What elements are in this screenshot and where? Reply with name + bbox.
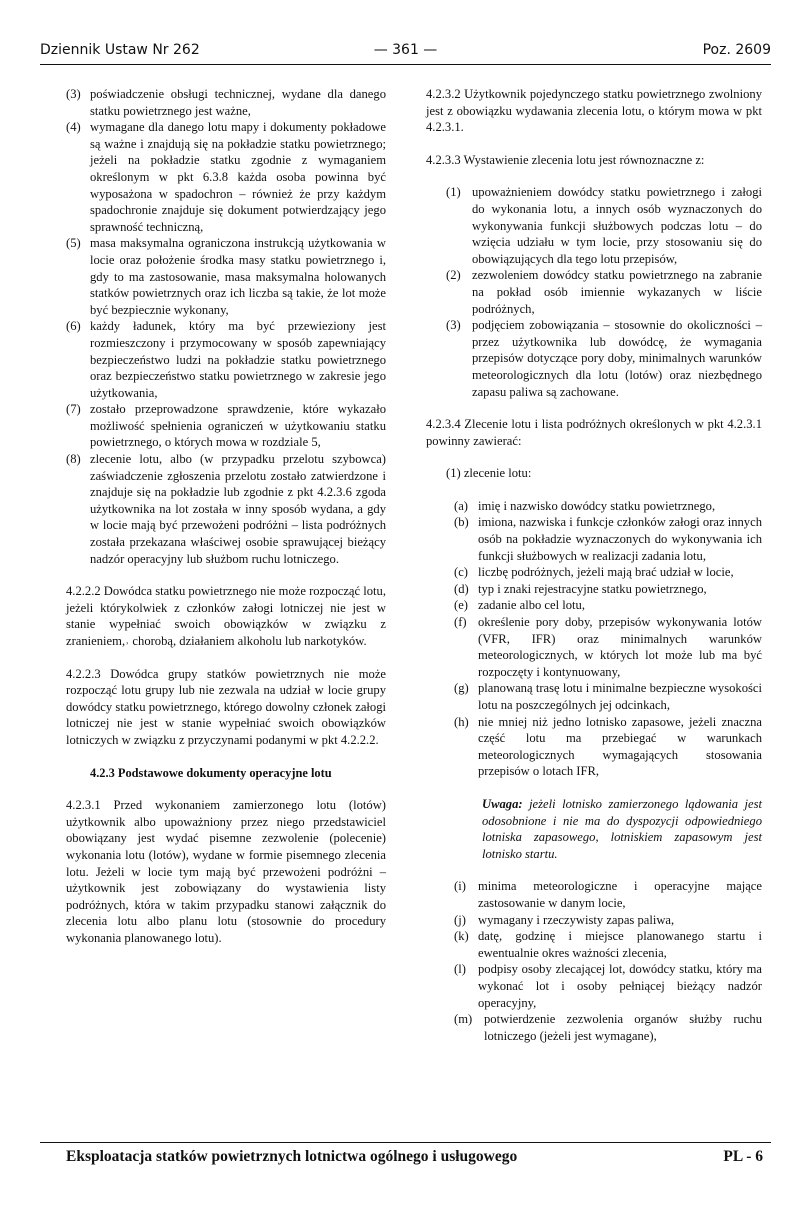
footer-title: Eksploatacja statków powietrznych lotnictwa ogólnego i usługowego bbox=[66, 1148, 518, 1165]
list-item: (3) poświadczenie obsługi technicznej, wydane dla danego statku powietrznego jest ważne, bbox=[66, 87, 386, 118]
list-item: (2) zezwoleniem dowódcy statku powietrznego na zabranie na pokład osób imiennie wykazanych w liście podróżnych, bbox=[446, 268, 762, 316]
list-item: (7) zostało przeprowadzone sprawdzenie, które wykazało możliwość spełnienia ograniczeń w użytkowaniu statku powietrznego, o których mowa w rozdziale 5, bbox=[66, 402, 386, 450]
list-item: (5) masa maksymalna ograniczona instrukcją użytkowania w locie oraz położenie środka masy statku powietrznego i, gdy to ma zastosowanie, masa maksymalna holowanych statków powietrznych oraz ich liczba są takie, że lot może być bezpiecznie wykonany, bbox=[66, 236, 386, 317]
list-item: (h) nie mniej niż jedno lotnisko zapasowe, jeżeli znaczna część lotu ma przebiegać w warunkach meteorologicznych wymagających stosowania przepisów o lotach IFR, bbox=[454, 714, 762, 779]
list-item: (i) minima meteorologiczne i operacyjne mające zastosowanie w danym locie, bbox=[454, 879, 762, 910]
list-item: (a) imię i nazwisko dowódcy statku powietrznego, bbox=[454, 498, 716, 513]
paragraph-4234: 4.2.3.4 Zlecenie lotu i lista podróżnych określonych w pkt 4.2.3.1 powinny zawierać: bbox=[426, 417, 762, 448]
list-item: (g) planowaną trasę lotu i minimalne bezpieczne wysokości lotu na poszczególnych jej odcinkach, bbox=[454, 681, 762, 712]
list-item: (f) określenie pory doby, przepisów wykonywania lotów (VFR, IFR) oraz minimalnych warunków meteorologicznych, w których lot może lub ma być rozpoczęty i kontynuowany, bbox=[454, 615, 762, 679]
paragraph-4233: 4.2.3.3 Wystawienie zlecenia lotu jest równoznaczne z: bbox=[426, 152, 705, 167]
page-number: — 361 — bbox=[373, 42, 438, 58]
note-label: Uwaga: bbox=[482, 796, 523, 811]
paragraph-4223: 4.2.2.3 Dowódca grupy statków powietrznych nie może rozpocząć lotu grupy lub nie zezwala na udział w locie grupy dowódcy statku powietrznego, którego dowolny członek załogi lotniczej nie jest w stanie wypełniać swoich obowiązków lotniczych w związku z przyczynami podanymi w pkt 4.2.2.2. bbox=[66, 666, 386, 747]
left-column bbox=[66, 86, 386, 947]
list-item: (8) zlecenie lotu, albo (w przypadku przelotu szybowca) zaświadczenie zgłoszenia przelotu zostało zatwierdzone i znajduje się na pokładzie lub zgodnie z pkt 4.2.3.6 zgoda użytkownika na lot została w inny sposób wydana, a gdy w locie mają być przewożeni podróżni – lista podróżnych została przekazana właściwej osobie sprawującej bieżący nadzór operacyjny lub służbom ruchu lotniczego. bbox=[66, 452, 386, 566]
list-item: (4) wymagane dla danego lotu mapy i dokumenty pokładowe są ważne i znajdują się na pokładzie statku powietrznego; jeżeli na pokładzie statku zgodnie z wymaganiem określonym w pkt 6.3.8 każda osoba powinna być wyposażona w spadochron – również że przy każdym spadochronie znajduje się dokument potwierdzający jego sprawność techniczną, bbox=[66, 120, 386, 234]
subheading-flight-order: (1) zlecenie lotu: bbox=[446, 466, 532, 481]
page-header bbox=[40, 42, 771, 64]
list-item: (b) imiona, nazwiska i funkcje członków załogi oraz innych osób na pokładzie wyznaczonych do wykonywania ich funkcji służbowych w realizacji zadania lotu, bbox=[454, 515, 762, 563]
note-text: jeżeli lotnisko zamierzonego lądowania jest odosobnione i nie ma do dyspozycji odpowiedniego lotniska zapasowego, lotniskiem zapasowym jest lotnisko startu. bbox=[482, 796, 762, 861]
list-item: (c) liczbę podróżnych, jeżeli mają brać udział w locie, bbox=[454, 565, 734, 580]
list-item: (l) podpisy osoby zlecającej lot, dowódcy statku, który ma wykonać lot i osoby pełniącej bieżący nadzór operacyjny, bbox=[454, 962, 762, 1010]
list-item: (1) upoważnieniem dowódcy statku powietrznego i załogi do wykonania lotu, a innych osób wyznaczonych do wykonywania funkcji służbowych podczas lotu – do wzięcia udziału w tym locie, przy stosowaniu się do obowiązujących dla tego lotu przepisów, bbox=[446, 185, 762, 266]
section-heading-423: 4.2.3 Podstawowe dokumenty operacyjne lotu bbox=[90, 765, 332, 780]
position-number: Poz. 2609 bbox=[702, 42, 771, 58]
paragraph-4232: 4.2.3.2 Użytkownik pojedynczego statku powietrznego zwolniony jest z obowiązku wydawania zlecenia lotu, o którym mowa w pkt 4.2.3.1. bbox=[426, 87, 762, 135]
list-item: (j) wymagany i rzeczywisty zapas paliwa, bbox=[454, 912, 675, 927]
header-rule bbox=[40, 64, 771, 65]
list-item: (3) podjęciem zobowiązania – stosownie do okoliczności – przez użytkownika lub dowódcę, że wymagania przepisów dotyczące pory doby, minimalnych warunków meteorologicznych dla lotu (lotów) oraz niezbędnego zapasu paliwa są zachowane. bbox=[446, 318, 762, 399]
right-column bbox=[426, 86, 762, 1044]
journal-title: Dziennik Ustaw Nr 262 bbox=[40, 42, 200, 58]
list-item: (6) każdy ładunek, który ma być przewieziony jest rozmieszczony i przymocowany w sposób zapewniający bezpieczeństwo ludzi na pokładzie statku powietrznego oraz bezpieczeństwo statku powietrznego w zakresie jego użytkowania, bbox=[66, 319, 386, 400]
footer-rule bbox=[40, 1142, 771, 1143]
list-item: (e) zadanie albo cel lotu, bbox=[454, 598, 585, 613]
note-block bbox=[426, 796, 762, 862]
list-item: (m) potwierdzenie zezwolenia organów służby ruchu lotniczego (jeżeli jest wymagane), bbox=[454, 1012, 762, 1043]
paragraph-4231: 4.2.3.1 Przed wykonaniem zamierzonego lotu (lotów) użytkownik albo upoważniony przez niego przedstawiciel obowiązany jest wydać pisemne zezwolenie (polecenie) wykonania lotu (lotów), wydane w formie pisemnego zlecenia lotu. Jeżeli w locie tym mają być przewożeni podróżni – użytkownik jest zobowiązany do wystawienia listy podróżnych, która w takim przypadku stanowi załącznik do zlecenia lotu albo planu lotu (stosownie do procedury wykonania planowanego lotu). bbox=[66, 798, 386, 945]
list-item: (k) datę, godzinę i miejsce planowanego startu i ewentualnie okres ważności zlecenia, bbox=[454, 929, 762, 960]
paragraph-4222: 4.2.2.2 Dowódca statku powietrznego nie może rozpocząć lotu, jeżeli którykolwiek z członków załogi lotniczej nie jest w stanie wypełniać swoich obowiązków w związku z zranieniem,˒ chorobą, działaniem alkoholu lub narkotyków. bbox=[66, 584, 386, 648]
list-item: (d) typ i znaki rejestracyjne statku powietrznego, bbox=[454, 581, 707, 596]
footer-page-code: PL - 6 bbox=[723, 1148, 763, 1165]
